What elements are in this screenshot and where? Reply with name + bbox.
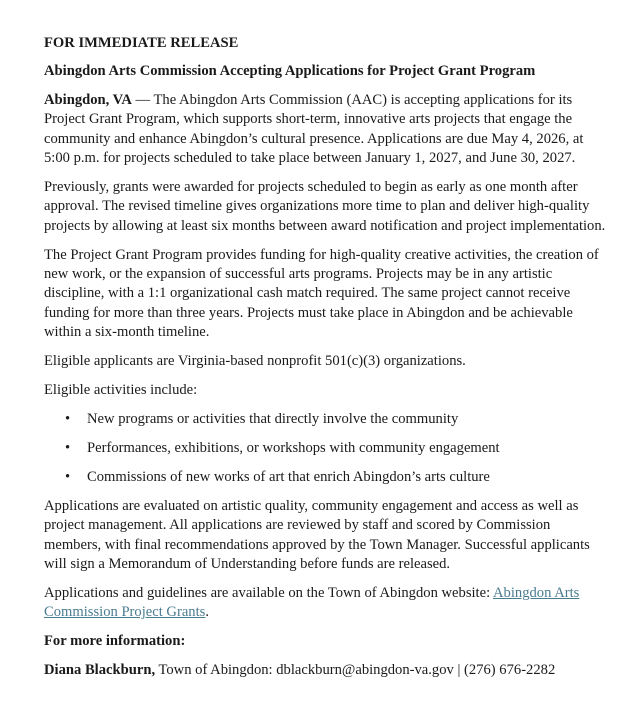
- bullet-icon: •: [65, 439, 71, 456]
- bullet-icon: •: [65, 468, 71, 485]
- headline: Abingdon Arts Commission Accepting Applications for Project Grant Program: [44, 63, 536, 80]
- activities-intro: Eligible activities include:: [44, 382, 198, 399]
- more-info-label: For more information:: [44, 633, 186, 650]
- contact-line: [44, 661, 610, 680]
- list-item: • Performances, exhibitions, or workshops with community engagement: [87, 439, 610, 458]
- evaluation-paragraph: Applications are evaluated on artistic quality, community engagement and access as well as project management. All applications are reviewed by staff and scored by Commission members, with final recommendations approved by the Town Manager. Successful applicants will sign a Memorandum of Understanding before funds are released.: [44, 497, 590, 572]
- dateline: Abingdon, VA: [44, 91, 132, 108]
- program-description-paragraph: The Project Grant Program provides funding for high-quality creative activities, the creation of new work, or the expansion of successful arts programs. Projects may be in any artistic discipline, with a 1:1 organizational cash match required. The same project cannot receive funding for more than three years. Projects must take place in Abingdon and be achievable within a six-month timeline.: [44, 246, 599, 341]
- availability-paragraph: Applications and guidelines are available on the Town of Abingdon website: Abingdon Arts Commission Project Grants.: [44, 584, 580, 621]
- contact-name: Diana Blackburn,: [44, 662, 156, 679]
- list-item: • New programs or activities that directly involve the community: [87, 410, 610, 429]
- eligibility-paragraph: Eligible applicants are Virginia-based nonprofit 501(c)(3) organizations.: [44, 353, 466, 370]
- intro-paragraph: [44, 91, 610, 169]
- project-grants-link[interactable]: Abingdon Arts Commission Project Grants: [44, 584, 580, 621]
- list-item: • Commissions of new works of art that enrich Abingdon’s arts culture: [87, 468, 610, 487]
- timeline-paragraph: Previously, grants were awarded for projects scheduled to begin as early as one month after approval. The revised timeline gives organizations more time to plan and deliver high-quality projects by allowing at least six months between award notification and project implementation.: [44, 178, 606, 234]
- intro-text: — The Abingdon Arts Commission (AAC) is accepting applications for its Project Grant Program, which supports short-term, innovative arts projects that engage the community and enhance Abingdon’s cultural presence. Applications are due May 4, 2026, at 5:00 p.m. for projects scheduled to take place between January 1, 2027, and June 30, 2027.: [44, 91, 584, 167]
- release-label: FOR IMMEDIATE RELEASE: [44, 35, 239, 51]
- bullet-icon: •: [65, 411, 71, 427]
- contact-details: Town of Abingdon: dblackburn@abingdon-va.gov | (276) 676-2282: [155, 662, 556, 679]
- activities-list: [44, 410, 610, 487]
